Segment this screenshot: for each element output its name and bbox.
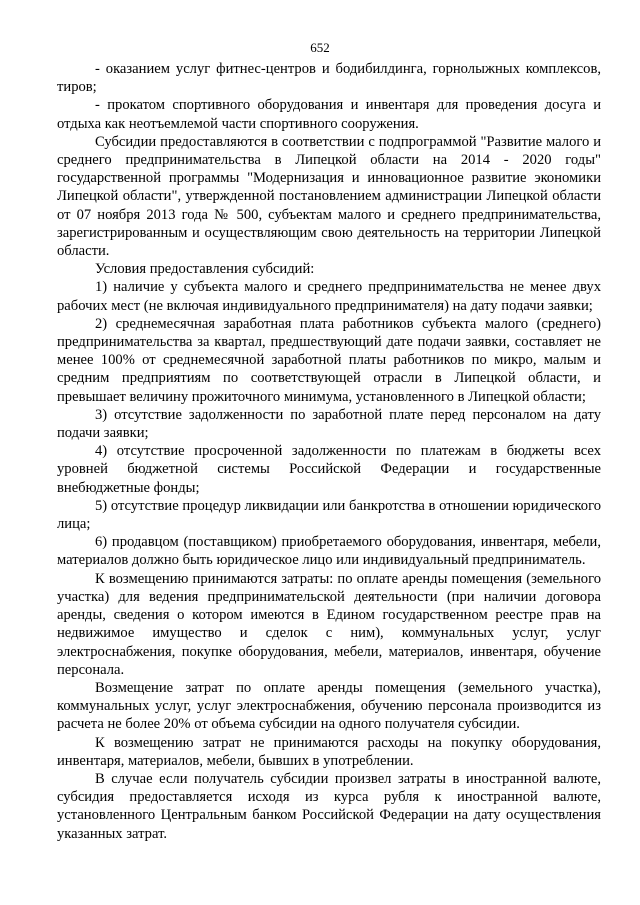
paragraph: Условия предоставления субсидий:	[95, 261, 315, 278]
paragraph: 2) среднемесячная заработная плата работников субъекта малого (среднего) предпринимательства за квартал, предшествующий дате подачи заявки, составляет не менее 100% от среднемесячной заработной платы работников по микро, малым и средним предприятиям по соответствующей отрасли в Липецкой области, и превышает величину прожиточного минимума, установленного в Липецкой области;	[57, 315, 601, 405]
page-number: 652	[310, 40, 330, 55]
paragraph: - прокатом спортивного оборудования и инвентаря для проведения досуга и отдыха как неотъемлемой части спортивного сооружения.	[57, 97, 601, 132]
paragraph: Возмещение затрат по оплате аренды помещения (земельного участка), коммунальных услуг, услуг электроснабжения, обучению персонала производится из расчета не более 20% от объема субсидии на одного получателя субсидии.	[57, 679, 601, 733]
paragraph: 6) продавцом (поставщиком) приобретаемого оборудования, инвентаря, мебели, материалов должно быть юридическое лицо или индивидуальный предприниматель.	[57, 534, 601, 569]
paragraph: 4) отсутствие просроченной задолженности по платежам в бюджеты всех уровней бюджетной системы Российской Федерации и государственные внебюджетные фонды;	[57, 443, 601, 496]
paragraph: 5) отсутствие процедур ликвидации или банкротства в отношении юридического лица;	[57, 497, 601, 533]
paragraph: 3) отсутствие задолженности по заработной плате перед персоналом на дату подачи заявки;	[57, 406, 601, 442]
document-body	[57, 60, 601, 843]
paragraph: - оказанием услуг фитнес-центров и бодибилдинга, горнолыжных комплексов, тиров;	[57, 61, 601, 96]
paragraph: 1) наличие у субъекта малого и среднего предпринимательства не менее двух рабочих мест (не включая индивидуального предпринимателя) на дату подачи заявки;	[57, 279, 601, 314]
paragraph: К возмещению затрат не принимаются расходы на покупку оборудования, инвентаря, материалов, мебели, бывших в употреблении.	[57, 734, 601, 769]
paragraph: Субсидии предоставляются в соответствии с подпрограммой "Развитие малого и среднего предпринимательства в Липецкой области на 2014 - 2020 годы" государственной программы "Модернизация и инновационное развитие экономики Липецкой области", утвержденной постановлением администрации Липецкой области от 07 ноября 2013 года № 500, субъектам малого и среднего предпринимательства, зарегистрированным и осуществляющим свою деятельность на территории Липецкой области.	[57, 133, 601, 260]
paragraph: К возмещению принимаются затраты: по оплате аренды помещения (земельного участка) для ведения предпринимательской деятельности (при наличии договора аренды, сведения о котором имеются в Едином государственном реестре прав на недвижимое имущество и сделок с ним), коммунальных услуг, услуг электроснабжения, покупке оборудования, мебели, материалов, инвентаря, обучение персонала.	[57, 570, 601, 678]
paragraph: В случае если получатель субсидии произвел затраты в иностранной валюте, субсидия предоставляется исходя из курса рубля к иностранной валюте, установленного Центральным банком Российской Федерации на дату осуществления указанных затрат.	[57, 770, 601, 842]
